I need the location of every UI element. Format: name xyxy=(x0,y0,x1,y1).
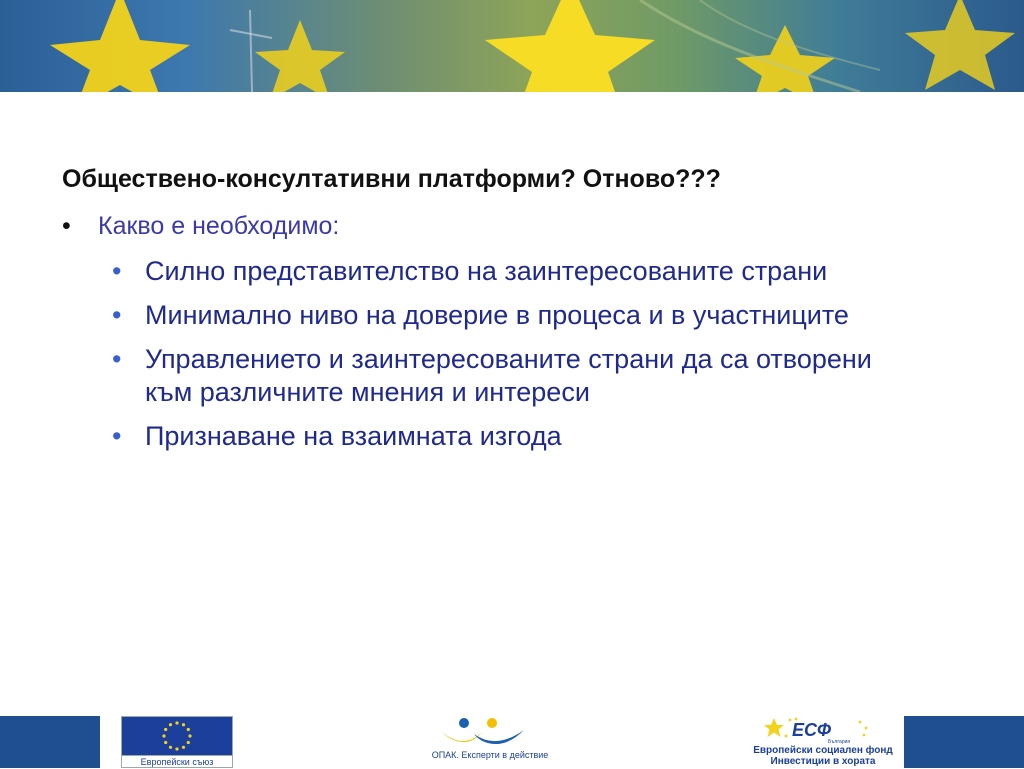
footer-logos xyxy=(0,716,1024,768)
eu-flag-icon xyxy=(121,716,233,756)
list-item xyxy=(112,420,912,453)
esf-logo-small-text: България xyxy=(828,739,851,745)
esf-logo-text: ЕСФ xyxy=(792,720,832,740)
esf-caption-line1: Европейски социален фонд xyxy=(753,745,893,756)
list-item-text: Силно представителство на заинтересованите страни xyxy=(145,256,828,286)
sub-bullet-list xyxy=(112,255,912,464)
bullet-dot-icon: • xyxy=(112,344,122,374)
bullet-dot-icon: • xyxy=(112,421,122,451)
list-item xyxy=(112,255,912,288)
slide-title: Обществено-консултативни платформи? Отново??? xyxy=(62,165,721,193)
list-item xyxy=(112,343,912,409)
footer-bar-left xyxy=(0,716,100,768)
eu-caption: Европейски съюз xyxy=(121,755,233,768)
list-item xyxy=(112,299,912,332)
bullet-dot-icon: • xyxy=(62,212,71,240)
opak-caption: ОПАК. Експерти в действие xyxy=(431,750,549,760)
list-item-text: Минимално ниво на доверие в процеса и в участниците xyxy=(145,300,849,330)
list-item-text: Признаване на взаимната изгода xyxy=(145,421,562,451)
footer-bar-right xyxy=(904,716,1024,768)
bullet-dot-icon: • xyxy=(112,300,122,330)
list-item-text: Управлението и заинтересованите страни да са отворени към различните мнения и интереси xyxy=(145,344,872,407)
bullet-dot-icon: • xyxy=(112,256,122,286)
esf-caption-line2: Инвестиции в хората xyxy=(770,756,876,767)
opak-logo-icon xyxy=(434,716,544,750)
level1-text: Какво е необходимо: xyxy=(98,212,340,240)
